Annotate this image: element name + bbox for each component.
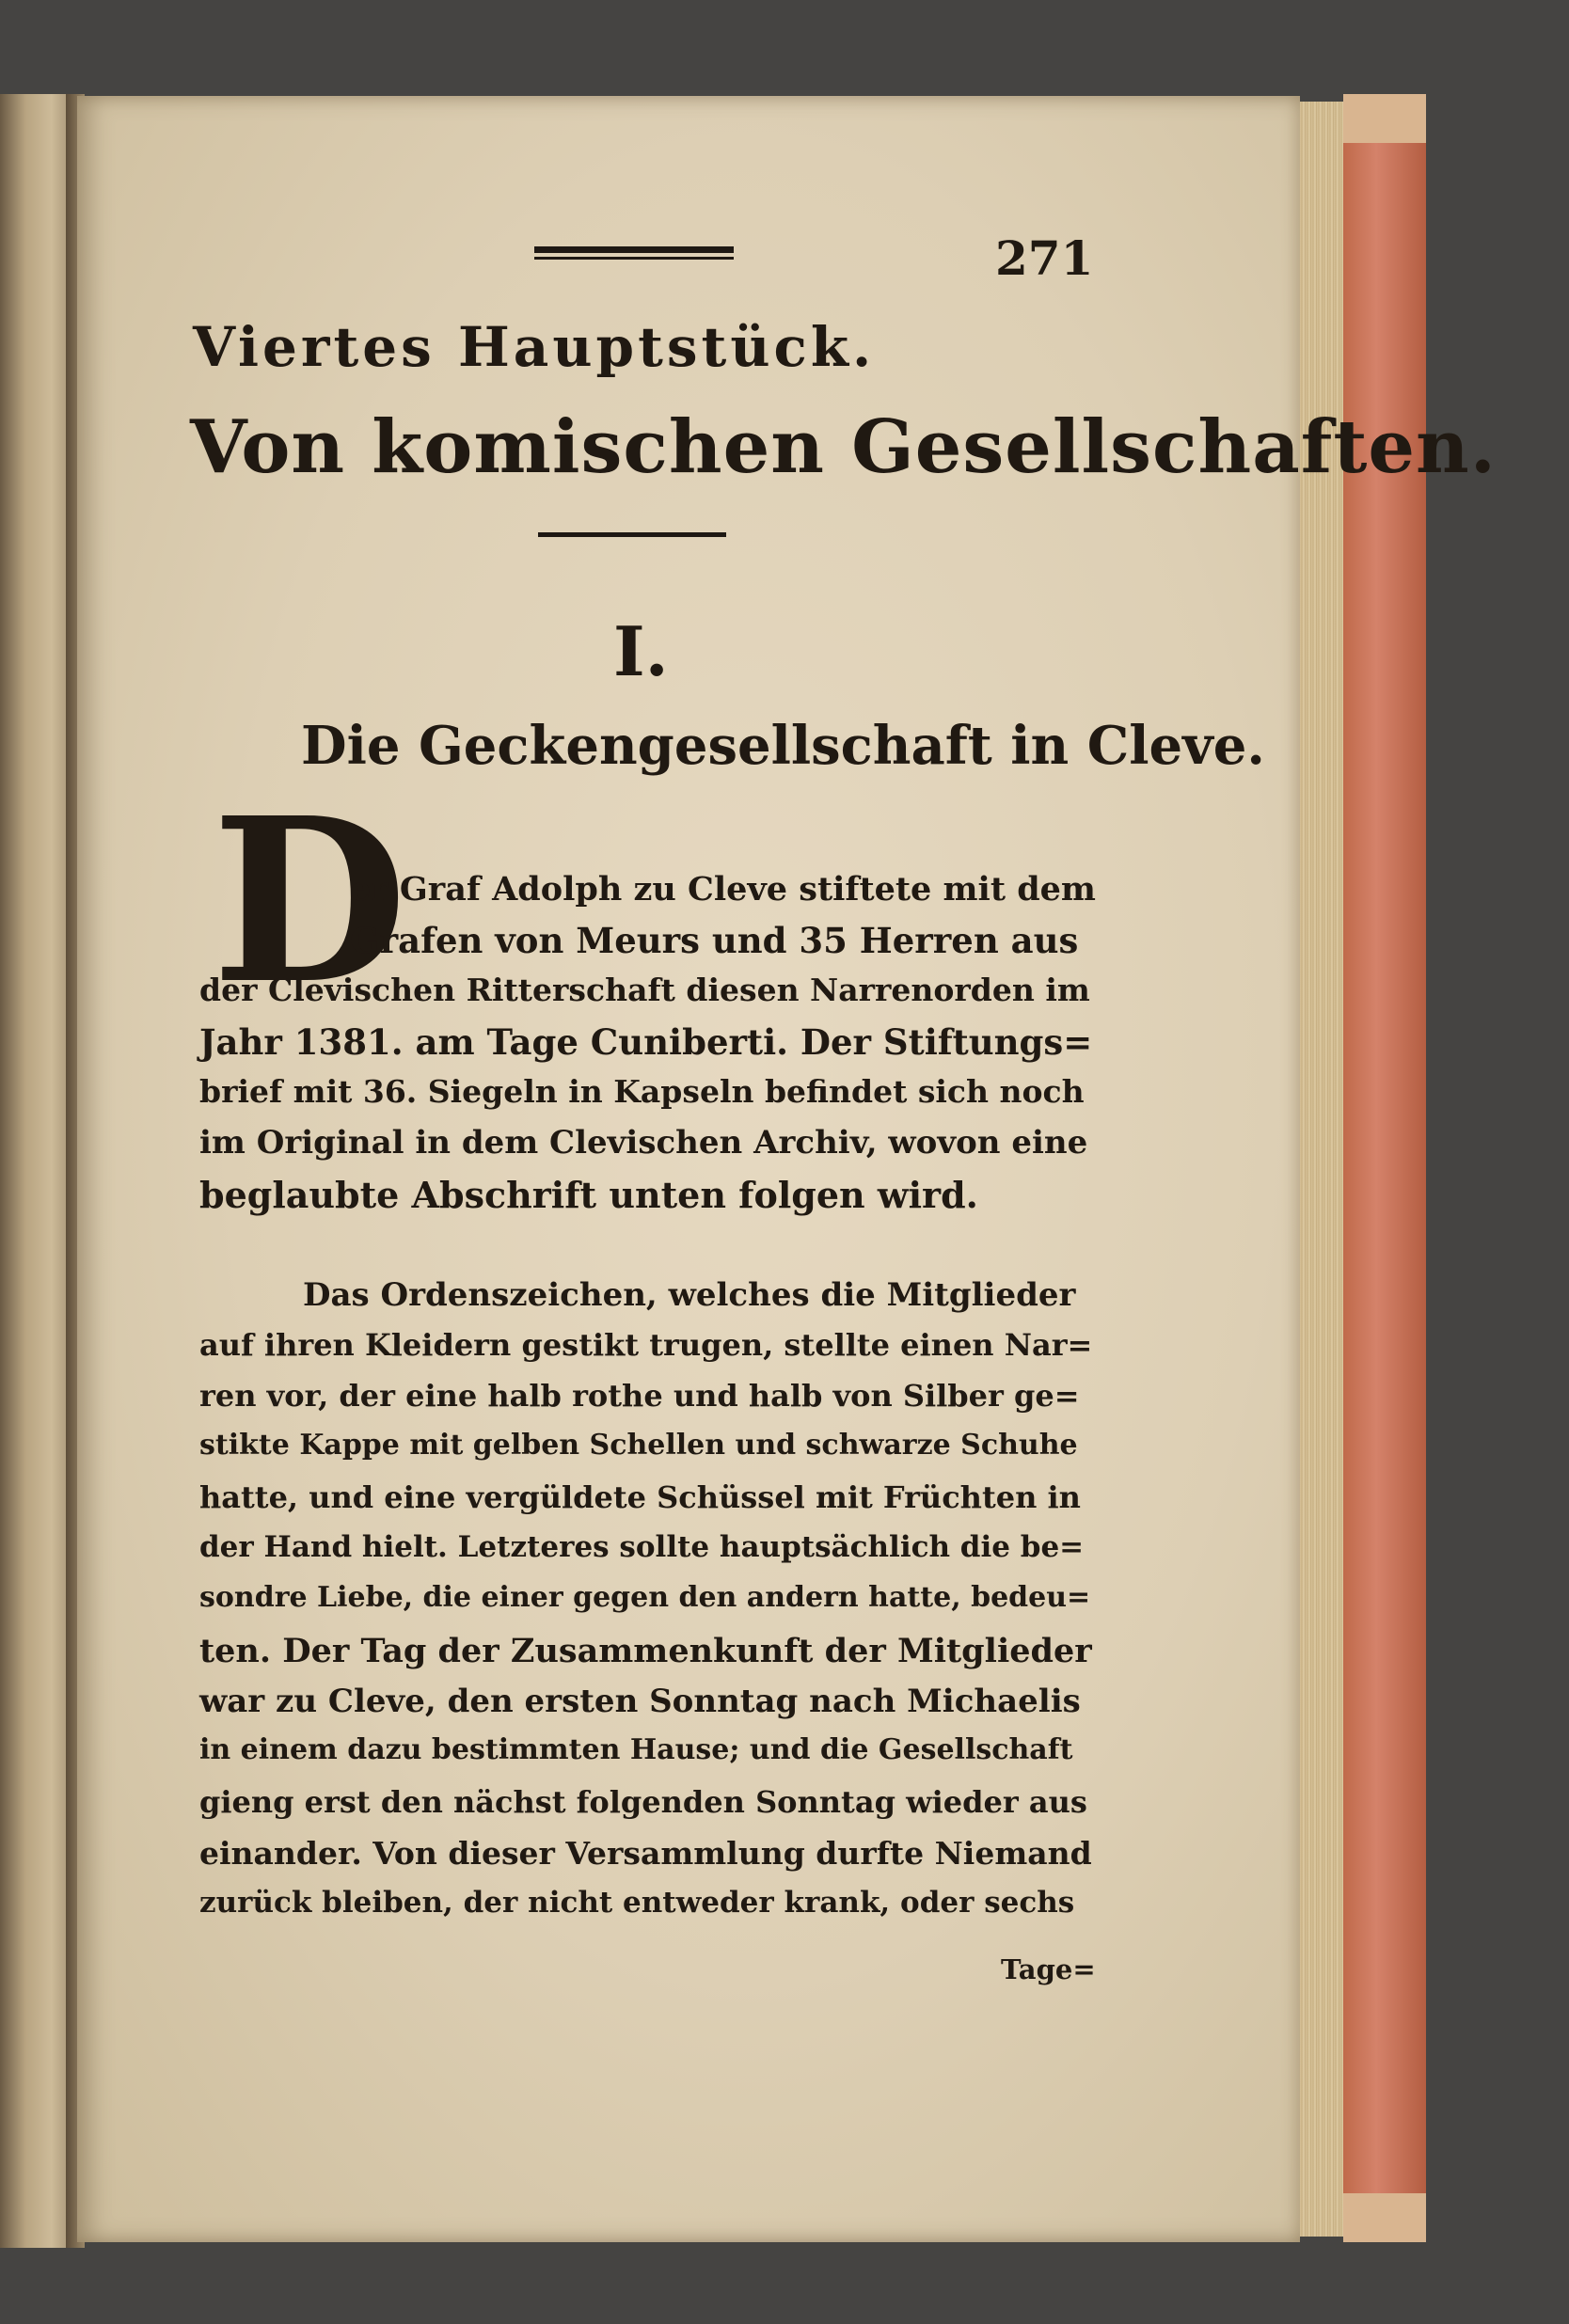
- paragraph2-line-3: ren vor, der eine halb rothe und halb von Silber ge=: [199, 1378, 1080, 1414]
- paragraph1-line-6: im Original in dem Clevischen Archiv, wovon eine: [199, 1124, 1088, 1162]
- header-rule: [534, 246, 734, 253]
- section-numeral: I.: [613, 611, 669, 691]
- paragraph1-line-5: brief mit 36. Siegeln in Kapseln befindet sich noch: [199, 1073, 1085, 1110]
- section-title: Die Geckengesellschaft in Cleve.: [301, 715, 1265, 777]
- paragraph2-line-13: zurück bleiben, der nicht entweder krank, oder sechs: [199, 1886, 1075, 1920]
- paragraph1-line-2: Grafen von Meurs und 35 Herren aus: [350, 920, 1079, 961]
- paragraph2-line-12: einander. Von dieser Versammlung durfte Niemand: [199, 1835, 1092, 1872]
- facing-page-edge: [0, 94, 73, 2248]
- paragraph2-line-4: stikte Kappe mit gelben Schellen und schwarze Schuhe: [199, 1429, 1078, 1462]
- page-title: Von komischen Gesellschaften.: [190, 404, 1497, 490]
- paragraph2-line-5: hatte, und eine vergüldete Schüssel mit Früchten in: [199, 1479, 1081, 1515]
- title-rule: [538, 532, 726, 537]
- paragraph2-line-2: auf ihren Kleidern gestikt trugen, stellte einen Nar=: [199, 1327, 1093, 1363]
- drop-cap: D: [212, 768, 408, 1034]
- paragraph2-line-6: der Hand hielt. Letzteres sollte hauptsächlich die be=: [199, 1530, 1085, 1564]
- paragraph1-line-4: Jahr 1381. am Tage Cuniberti. Der Stiftungs=: [199, 1021, 1093, 1063]
- paragraph2-line-8: ten. Der Tag der Zusammenkunft der Mitglieder: [199, 1632, 1092, 1670]
- cover-band-bottom: [1343, 2193, 1426, 2242]
- paragraph2-line-9: war zu Cleve, den ersten Sonntag nach Michaelis: [199, 1683, 1081, 1720]
- paragraph1-line-7: beglaubte Abschrift unten folgen wird.: [199, 1174, 978, 1216]
- catchword: Tage=: [1001, 1953, 1096, 1985]
- paragraph1-line-3: der Clevischen Ritterschaft diesen Narrenorden im: [199, 972, 1090, 1008]
- cover-band-top: [1343, 94, 1426, 143]
- header-rule-thin: [534, 257, 734, 260]
- chapter-heading: Viertes Hauptstück.: [193, 315, 876, 379]
- paragraph2-line-11: gieng erst den nächst folgenden Sonntag wieder aus: [199, 1784, 1087, 1820]
- paragraph2-line-10: in einem dazu bestimmten Hause; und die Gesellschaft: [199, 1733, 1073, 1766]
- paragraph2-line-1: Das Ordenszeichen, welches die Mitglieder: [303, 1276, 1076, 1314]
- paragraph2-line-7: sondre Liebe, die einer gegen den andern hatte, bedeu=: [199, 1581, 1091, 1614]
- page-number: 271: [995, 230, 1094, 286]
- paragraph1-line-1: er Graf Adolph zu Cleve stiftete mit dem: [350, 870, 1096, 909]
